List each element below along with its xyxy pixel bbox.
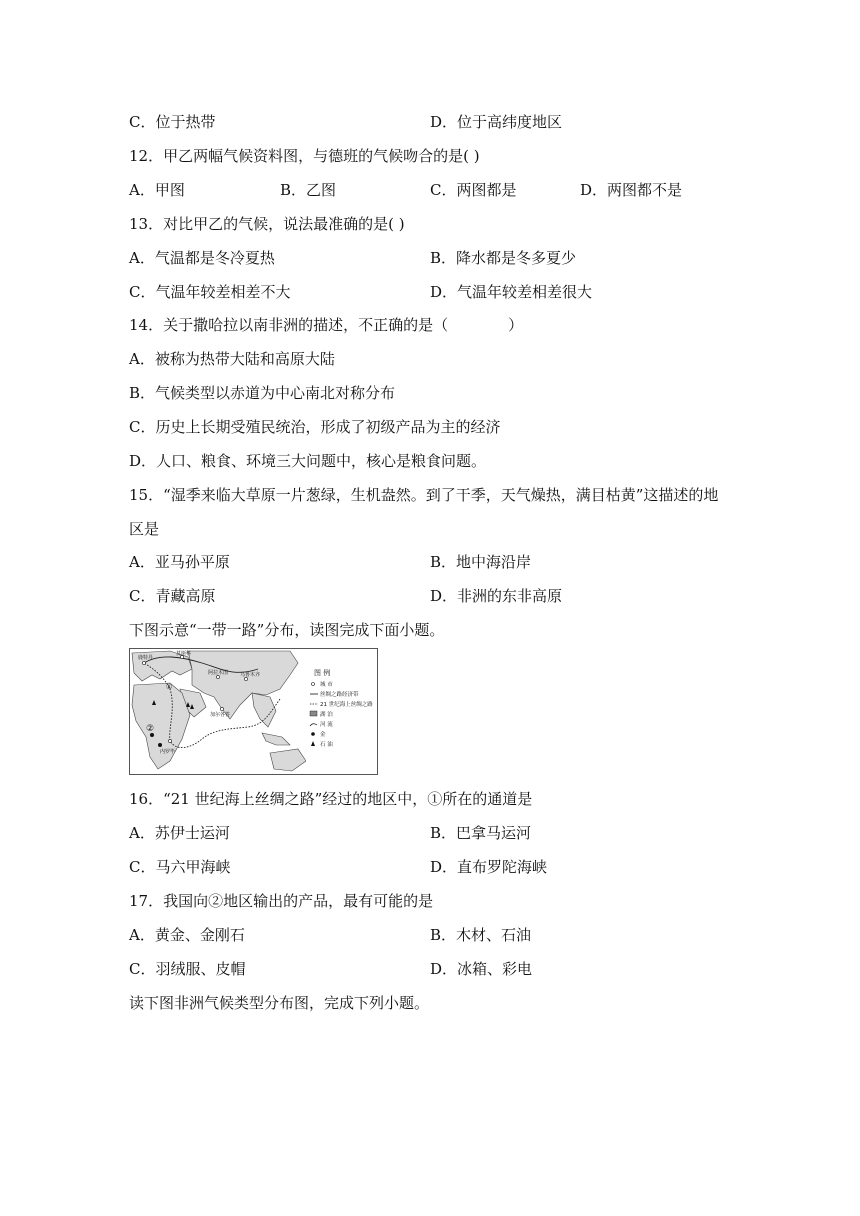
q13-stem: 13．对比甲乙的气候，说法最准确的是( ) <box>129 215 405 233</box>
q14-option-b: B．气候类型以赤道为中心南北对称分布 <box>129 384 396 402</box>
q14-stem: 14．关于撒哈拉以南非洲的描述，不正确的是（ ） <box>129 316 524 334</box>
legend-lake: 湖 泊 <box>320 712 333 718</box>
map-label-kolkata: 加尔各答 <box>210 712 231 718</box>
q16-stem: 16．“21 世纪海上丝绸之路”经过的地区中，①所在的通道是 <box>129 790 533 808</box>
legend-oil: 石 油 <box>320 742 333 748</box>
map-marker-2: ② <box>146 724 155 734</box>
q16-option-d: D．直布罗陀海峡 <box>430 858 548 876</box>
q16-option-b: B．巴拿马运河 <box>430 824 532 842</box>
q15-stem-line2: 区是 <box>129 520 160 538</box>
map-label-almaty: 阿拉木图 <box>208 670 229 676</box>
q15-stem-line1: 15．“湿季来临大草原一片葱绿，生机盎然。到了干季，天气燥热，满目枯黄”这描述的地 <box>129 486 719 504</box>
q15-option-d: D．非洲的东非高原 <box>430 587 563 605</box>
q13-option-b: B．降水都是冬多夏少 <box>430 249 577 267</box>
q15-option-a: A．亚马孙平原 <box>129 553 230 571</box>
map-label-moscow: 莫斯科 <box>176 651 192 657</box>
legend-title: 图 例 <box>314 669 331 677</box>
q16-option-a: A．苏伊士运河 <box>129 824 230 842</box>
q15-option-c: C．青藏高原 <box>129 587 216 605</box>
q12-stem: 12．甲乙两幅气候资料图，与德班的气候吻合的是( ) <box>129 147 480 165</box>
q17-option-a: A．黄金、金刚石 <box>129 926 245 944</box>
q13-option-d: D．气温年较差相差很大 <box>430 283 593 301</box>
q17-stem: 17．我国向②地区输出的产品，最有可能的是 <box>129 892 434 910</box>
map-label-rotterdam: 鹿特丹 <box>138 655 154 661</box>
q17-option-b: B．木材、石油 <box>430 926 532 944</box>
q14-option-c: C．历史上长期受殖民统治，形成了初级产品为主的经济 <box>129 418 501 436</box>
next-map-intro: 读下图非洲气候类型分布图，完成下列小题。 <box>129 994 430 1012</box>
map-label-nairobi: 内罗毕 <box>160 749 176 755</box>
map-marker-1: ① <box>166 683 173 691</box>
q15-option-b: B．地中海沿岸 <box>430 553 532 571</box>
q11-option-d: D．位于高纬度地区 <box>430 113 563 131</box>
q14-option-d: D．人口、粮食、环境三大问题中，核心是粮食问题。 <box>129 452 487 470</box>
q12-option-b: B．乙图 <box>280 181 337 199</box>
q13-option-c: C．气温年较差相差不大 <box>129 283 291 301</box>
q13-option-a: A．气温都是冬冷夏热 <box>129 249 275 267</box>
q17-option-c: C．羽绒服、皮帽 <box>129 960 246 978</box>
q12-option-c: C．两图都是 <box>430 181 517 199</box>
q12-option-d: D．两图都不是 <box>580 181 683 199</box>
legend-river: 河 流 <box>320 722 333 728</box>
belt-and-road-map-svg <box>130 649 377 774</box>
q12-option-a: A．甲图 <box>129 181 185 199</box>
map-intro: 下图示意“一带一路”分布，读图完成下面小题。 <box>129 621 445 639</box>
map-label-urumqi: 乌鲁木齐 <box>240 672 261 678</box>
belt-and-road-map <box>129 648 378 775</box>
q11-option-c: C．位于热带 <box>129 113 216 131</box>
legend-land-route: 丝绸之路经济带 <box>320 692 359 698</box>
legend-sea-route: 21 世纪海上丝绸之路 <box>320 702 373 708</box>
legend-city: 城 市 <box>320 682 333 688</box>
legend-gold: 金 <box>320 732 326 738</box>
q14-option-a: A．被称为热带大陆和高原大陆 <box>129 350 335 368</box>
q16-option-c: C．马六甲海峡 <box>129 858 231 876</box>
q17-option-d: D．冰箱、彩电 <box>430 960 533 978</box>
